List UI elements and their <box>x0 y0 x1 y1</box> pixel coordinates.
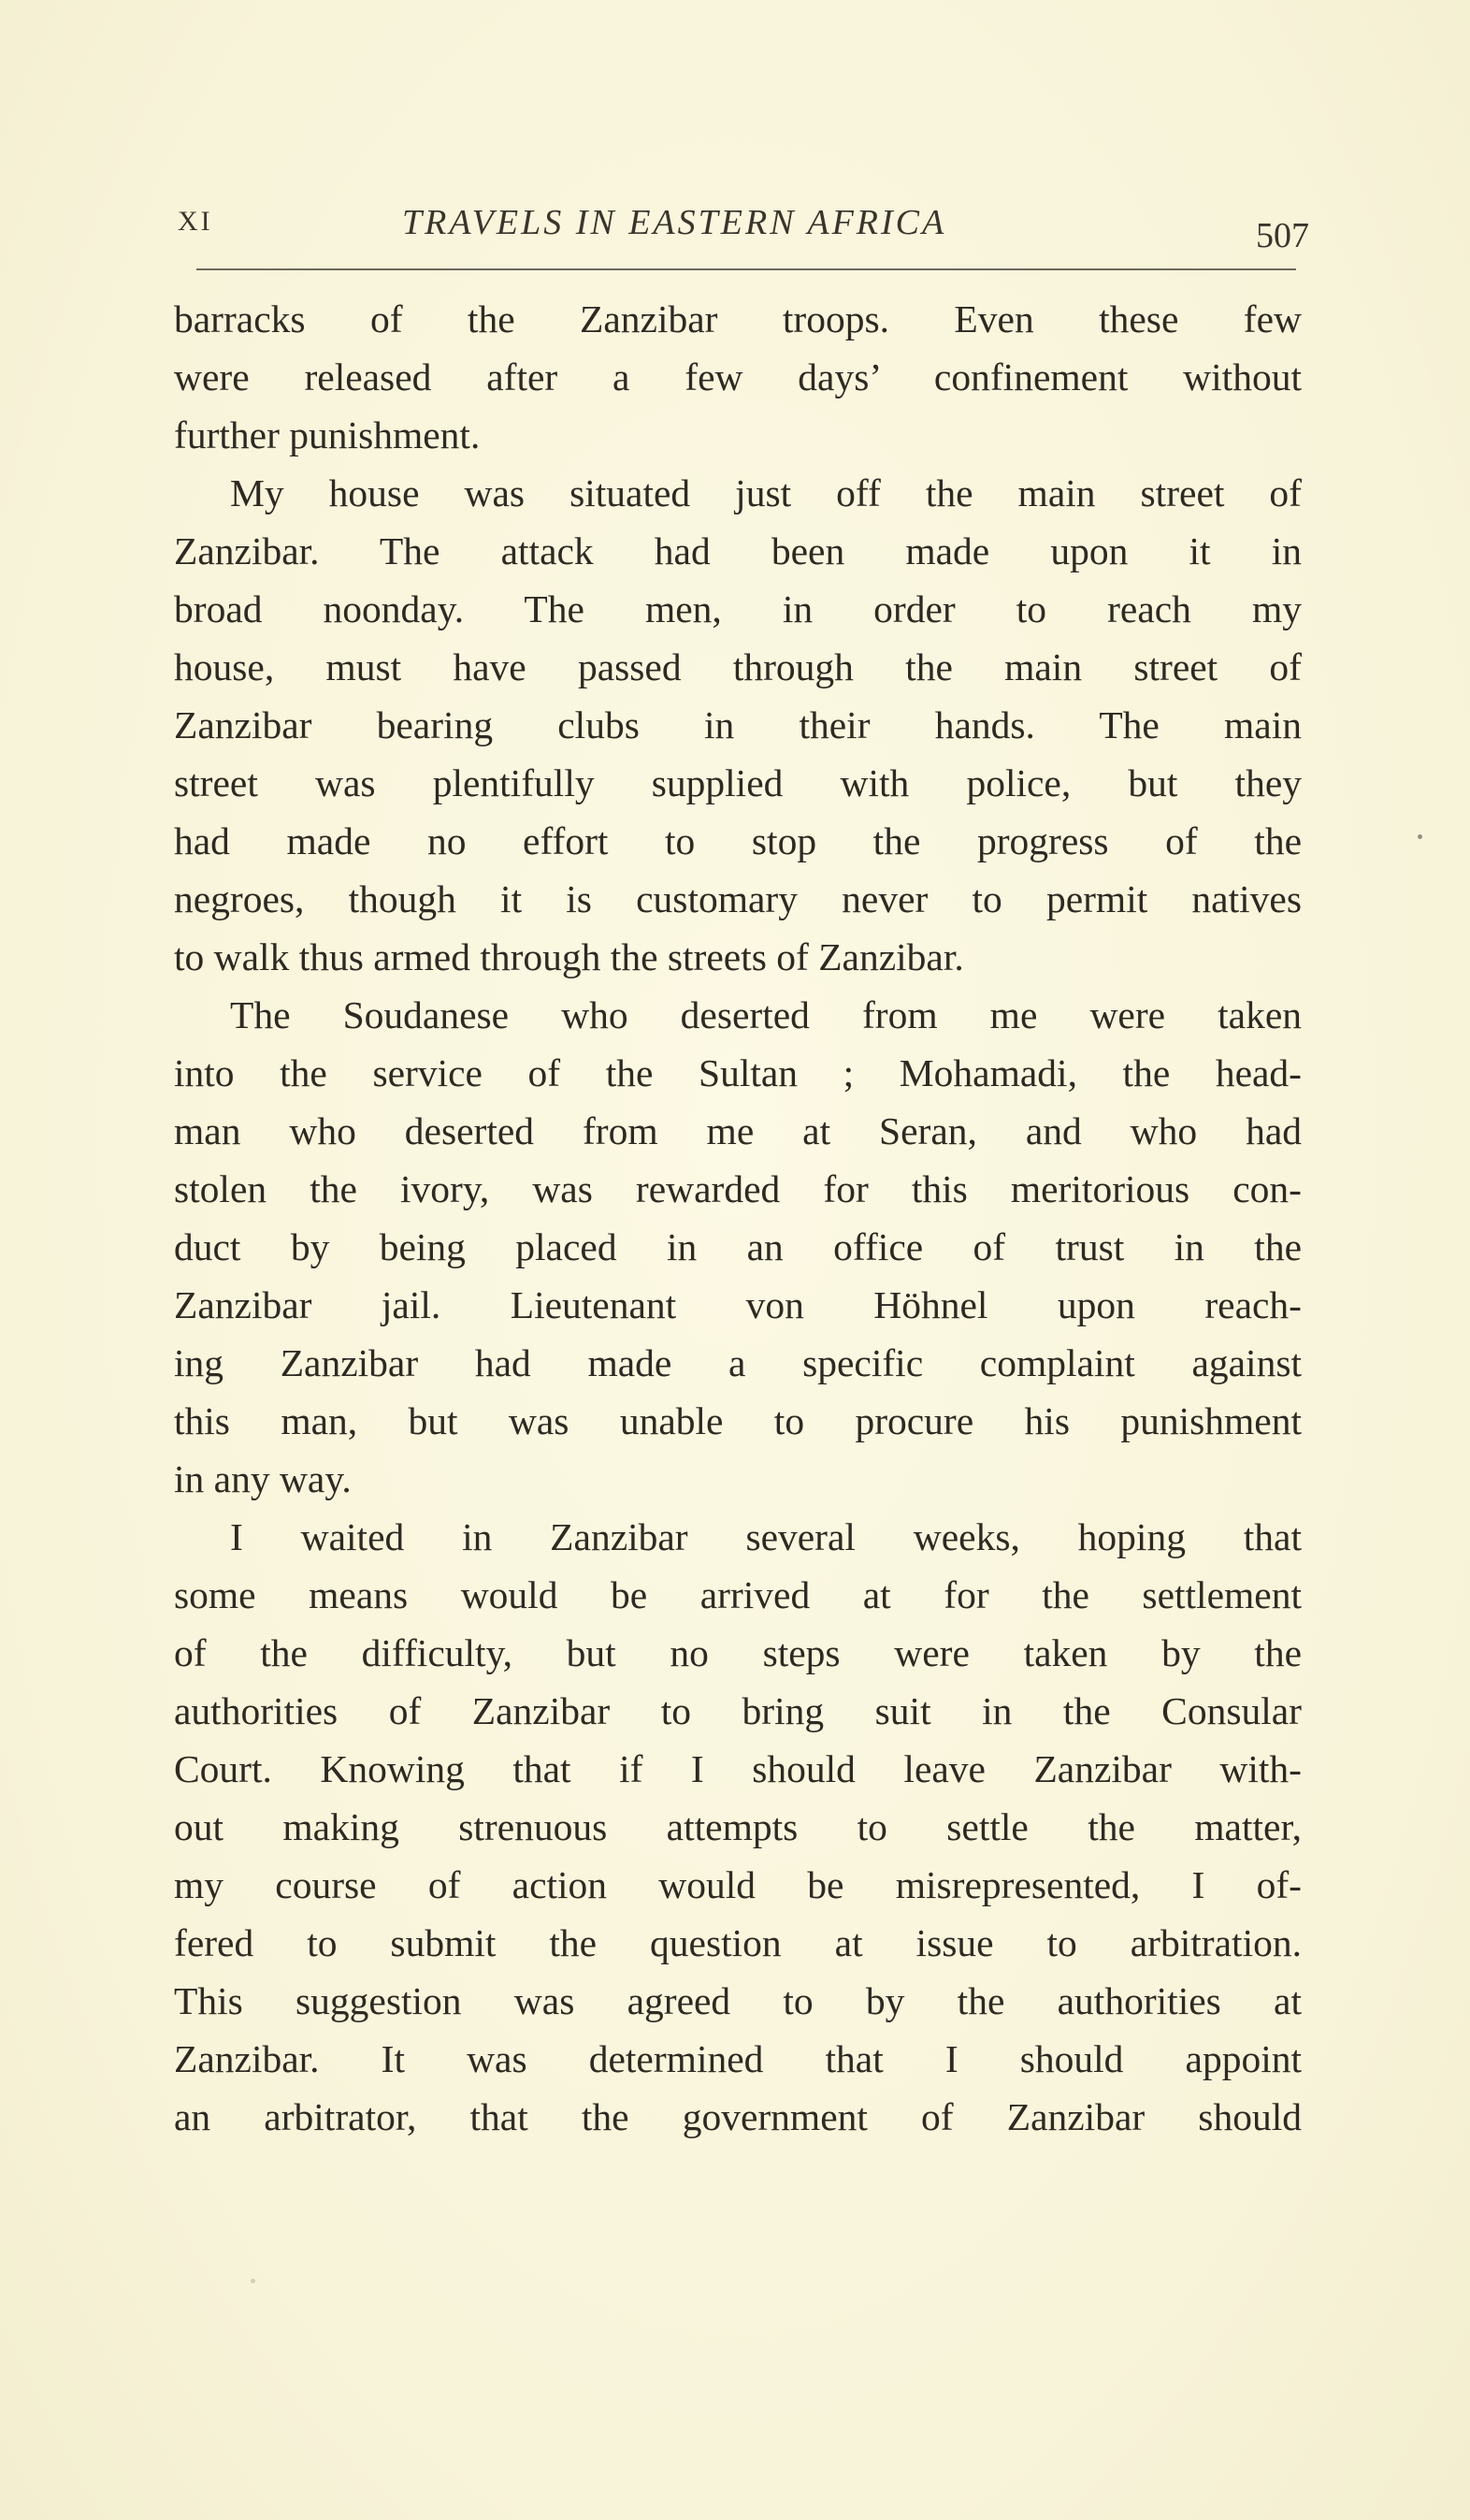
book-title: TRAVELS IN EASTERN AFRICA <box>402 203 947 242</box>
text-line: street was plentifully supplied with police, but they <box>174 761 1302 804</box>
text-line: man who deserted from me at Seran, and who had <box>174 1109 1302 1152</box>
text-line: This suggestion was agreed to by the authorities at <box>174 1979 1302 2022</box>
text-line: of the difficulty, but no steps were taken by the <box>174 1631 1302 1674</box>
text-line: Zanzibar jail. Lieutenant von Höhnel upon reach- <box>174 1283 1302 1326</box>
text-line: negroes, though it is customary never to permit natives <box>174 877 1302 920</box>
text-line: Zanzibar bearing clubs in their hands. The main <box>174 703 1302 746</box>
body-text <box>174 290 1302 2146</box>
text-line: my course of action would be misrepresented, I of- <box>174 1863 1302 1906</box>
text-line: Zanzibar. It was determined that I should appoint <box>174 2037 1302 2080</box>
text-line: further punishment. <box>174 413 481 456</box>
text-line: out making strenuous attempts to settle the matter, <box>174 1805 1302 1848</box>
text-line: barracks of the Zanzibar troops. Even these few <box>174 297 1302 340</box>
text-line: this man, but was unable to procure his punishment <box>174 1399 1302 1442</box>
text-line: into the service of the Sultan ; Mohamadi, the head- <box>174 1051 1302 1094</box>
text-line: some means would be arrived at for the settlement <box>174 1573 1302 1616</box>
text-line: were released after a few days’ confinement without <box>174 355 1302 398</box>
running-head <box>178 195 1309 255</box>
text-line: fered to submit the question at issue to arbitration. <box>174 1921 1302 1964</box>
text-line: to walk thus armed through the streets of Zanzibar. <box>174 935 964 978</box>
text-line: house, must have passed through the main street of <box>174 645 1302 688</box>
text-line: had made no effort to stop the progress of the <box>174 819 1302 862</box>
text-line: The Soudanese who deserted from me were taken <box>230 993 1302 1036</box>
text-line: duct by being placed in an office of trust in the <box>174 1225 1302 1268</box>
text-line: I waited in Zanzibar several weeks, hoping that <box>230 1515 1302 1558</box>
text-line: Zanzibar. The attack had been made upon it in <box>174 529 1302 572</box>
text-line: broad noonday. The men, in order to reach my <box>174 587 1302 630</box>
text-line: authorities of Zanzibar to bring suit in the Consular <box>174 1689 1302 1732</box>
chapter-number: XI <box>178 206 213 237</box>
text-line: My house was situated just off the main street of <box>230 471 1302 514</box>
text-line: Court. Knowing that if I should leave Zanzibar with- <box>174 1747 1302 1790</box>
text-line: an arbitrator, that the government of Zanzibar should <box>174 2095 1302 2138</box>
text-line: stolen the ivory, was rewarded for this meritorious con- <box>174 1167 1302 1210</box>
page-number: 507 <box>1256 216 1309 255</box>
margin-speck <box>251 2279 255 2283</box>
header-rule <box>196 268 1296 270</box>
text-line: ing Zanzibar had made a specific complaint against <box>174 1341 1302 1384</box>
margin-speck <box>1418 834 1422 839</box>
text-line: in any way. <box>174 1457 352 1500</box>
